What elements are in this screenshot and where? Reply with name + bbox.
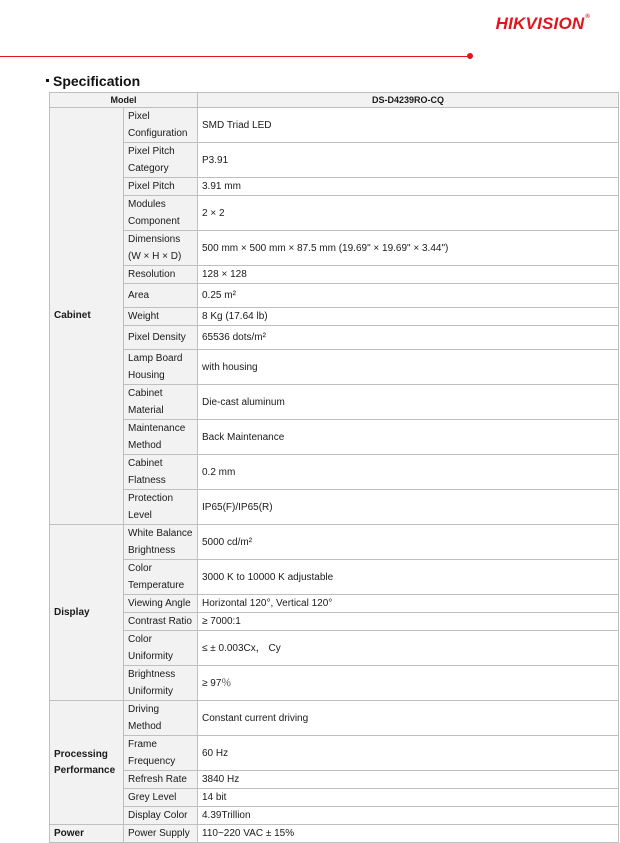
param-value: Back Maintenance [198, 420, 619, 455]
param-value: 0.25 m² [198, 284, 619, 308]
param-label: Lamp Board Housing [124, 350, 198, 385]
param-value: ≤ ± 0.003Cx， Cy [198, 631, 619, 666]
header-divider-dot [467, 53, 473, 59]
model-row [50, 93, 619, 108]
spec-row [50, 420, 619, 455]
param-value: IP65(F)/IP65(R) [198, 490, 619, 525]
spec-row [50, 595, 619, 613]
spec-row [50, 560, 619, 595]
param-label: Refresh Rate [124, 771, 198, 789]
section-title: Specification [46, 73, 140, 89]
param-value: ≥ 7000:1 [198, 613, 619, 631]
group-label: Cabinet [50, 108, 124, 525]
param-label: Driving Method [124, 701, 198, 736]
group-label: Processing Performance [50, 701, 124, 825]
param-value: 0.2 mm [198, 455, 619, 490]
spec-row [50, 385, 619, 420]
spec-row [50, 143, 619, 178]
param-label: Grey Level [124, 789, 198, 807]
param-value: 500 mm × 500 mm × 87.5 mm (19.69" × 19.69" × 3.44") [198, 231, 619, 266]
spec-row [50, 455, 619, 490]
spec-row [50, 613, 619, 631]
param-label: Contrast Ratio [124, 613, 198, 631]
param-label: Cabinet Flatness [124, 455, 198, 490]
param-value: 3.91 mm [198, 178, 619, 196]
spec-row [50, 178, 619, 196]
param-value: 60 Hz [198, 736, 619, 771]
param-value: 65536 dots/m² [198, 326, 619, 350]
spec-row [50, 701, 619, 736]
param-label: Dimensions (W × H × D) [124, 231, 198, 266]
param-value: 3000 K to 10000 K adjustable [198, 560, 619, 595]
param-value: SMD Triad LED [198, 108, 619, 143]
param-value: ≥ 97％ [198, 666, 619, 701]
group-label: Power [50, 825, 124, 843]
param-label: Cabinet Material [124, 385, 198, 420]
param-value: Die-cast aluminum [198, 385, 619, 420]
spec-row [50, 825, 619, 843]
param-value: 110~220 VAC ± 15% [198, 825, 619, 843]
param-label: Resolution [124, 266, 198, 284]
param-label: Pixel Pitch Category [124, 143, 198, 178]
param-value: Horizontal 120°, Vertical 120° [198, 595, 619, 613]
spec-row [50, 666, 619, 701]
spec-row [50, 789, 619, 807]
param-label: Frame Frequency [124, 736, 198, 771]
spec-row [50, 108, 619, 143]
param-label: Protection Level [124, 490, 198, 525]
header-divider [0, 56, 468, 57]
param-value: 5000 cd/m² [198, 525, 619, 560]
param-label: Weight [124, 308, 198, 326]
param-value: 2 × 2 [198, 196, 619, 231]
hikvision-logo: HIKVISION® [495, 14, 590, 33]
spec-row [50, 284, 619, 308]
model-value: DS-D4239RO-CQ [198, 93, 619, 108]
param-value: with housing [198, 350, 619, 385]
param-value: 128 × 128 [198, 266, 619, 284]
param-value: 8 Kg (17.64 lb) [198, 308, 619, 326]
spec-row [50, 525, 619, 560]
param-label: Power Supply [124, 825, 198, 843]
param-label: Viewing Angle [124, 595, 198, 613]
param-label: Display Color [124, 807, 198, 825]
bullet-icon [46, 79, 49, 82]
spec-row [50, 266, 619, 284]
spec-row [50, 350, 619, 385]
param-label: Maintenance Method [124, 420, 198, 455]
spec-row [50, 308, 619, 326]
param-label: Pixel Density [124, 326, 198, 350]
param-label: White Balance Brightness [124, 525, 198, 560]
spec-row [50, 490, 619, 525]
group-label: Display [50, 525, 124, 701]
param-label: Pixel Configuration [124, 108, 198, 143]
param-value: 3840 Hz [198, 771, 619, 789]
param-label: Brightness Uniformity [124, 666, 198, 701]
spec-row [50, 807, 619, 825]
param-value: Constant current driving [198, 701, 619, 736]
param-label: Area [124, 284, 198, 308]
param-label: Color Uniformity [124, 631, 198, 666]
spec-row [50, 326, 619, 350]
spec-row [50, 736, 619, 771]
param-value: P3.91 [198, 143, 619, 178]
param-label: Modules Component [124, 196, 198, 231]
param-value: 4.39Trillion [198, 807, 619, 825]
spec-row [50, 631, 619, 666]
param-label: Color Temperature [124, 560, 198, 595]
spec-row [50, 196, 619, 231]
model-label: Model [50, 93, 198, 108]
spec-table [49, 92, 619, 843]
param-label: Pixel Pitch [124, 178, 198, 196]
spec-row [50, 231, 619, 266]
param-value: 14 bit [198, 789, 619, 807]
spec-row [50, 771, 619, 789]
